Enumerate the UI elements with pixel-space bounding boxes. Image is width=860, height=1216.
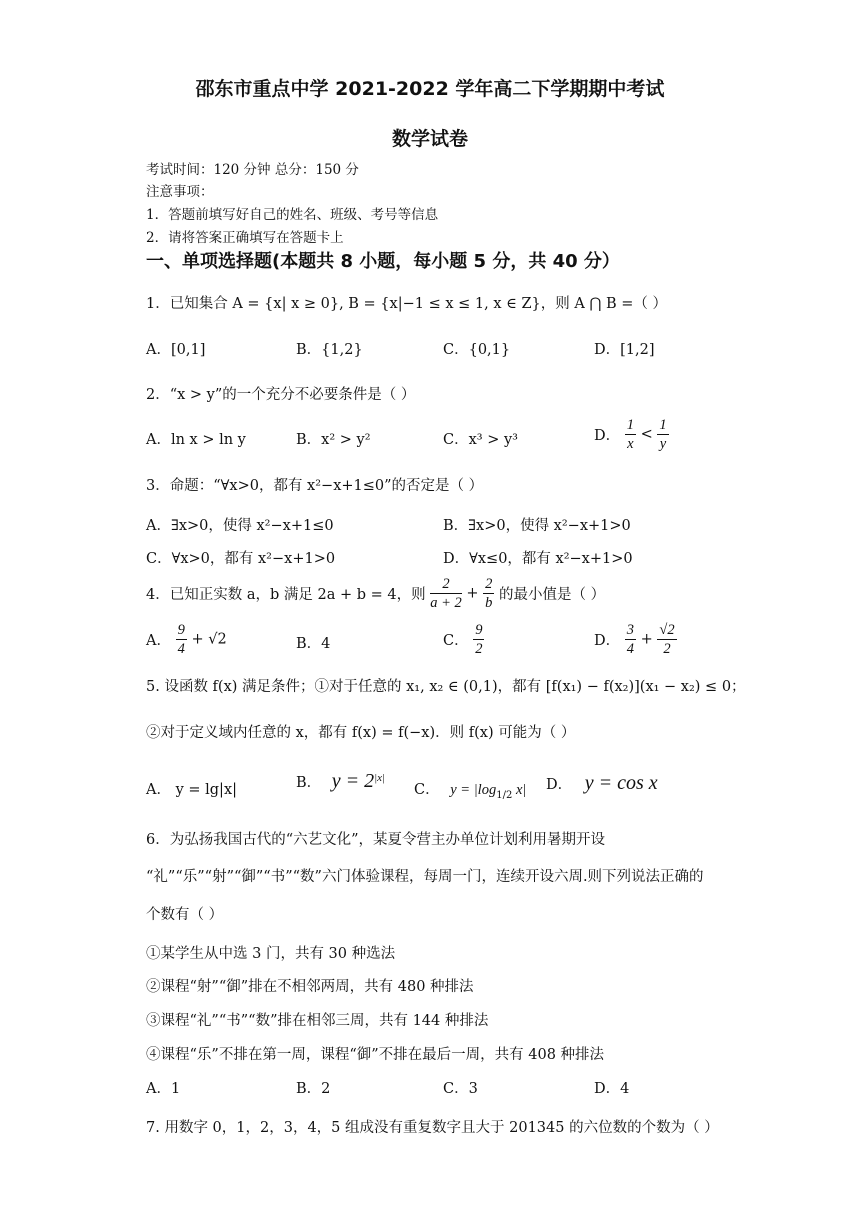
q4-d-numerator-1: 3 xyxy=(626,622,634,638)
notice-item-1: 1．答题前填写好自己的姓名、班级、考号等信息 xyxy=(146,207,439,223)
q2-d-right-denominator: y xyxy=(659,435,667,452)
q4-d-denominator-2: 2 xyxy=(663,640,671,657)
question-1: 1．已知集合 A = {x| x ≥ 0}, B = {x|−1 ≤ x ≤ 1, x ∈ Z}，则 A ⋂ B =（ ） xyxy=(146,296,667,312)
question-3: 3．命题：“∀x>0，都有 x²−x+1≤0”的否定是（ ） xyxy=(146,478,484,494)
q5-b-exponent: |x| xyxy=(374,772,386,785)
q1-option-b: B．{1,2} xyxy=(296,342,363,358)
q4-c-denominator: 2 xyxy=(475,640,483,657)
q4-a-numerator: 9 xyxy=(177,622,185,638)
q4-option-d xyxy=(594,623,677,656)
q4-fraction-2-numerator: 2 xyxy=(485,576,493,592)
question-6-line-3: 个数有（ ） xyxy=(146,907,224,923)
q2-d-right-fraction xyxy=(657,418,668,451)
q4-a-fraction xyxy=(176,623,187,656)
q4-option-d-label: D． xyxy=(594,633,621,649)
notice-item-2: 2．请将答案正确填写在答题卡上 xyxy=(146,230,344,246)
q4-d-plus: + xyxy=(640,631,653,648)
section-heading: 一、单项选择题(本题共 8 小题，每小题 5 分，共 40 分） xyxy=(146,251,620,272)
q3-option-b: B．∃x>0，使得 x²−x+1>0 xyxy=(443,518,631,534)
q4-d-numerator-2: √2 xyxy=(659,622,675,638)
question-5-line-1: 5. 设函数 f(x) 满足条件；①对于任意的 x₁, x₂ ∈ (0,1)，都有 [f(x₁) − f(x₂)](x₁ − x₂) ≤ 0； xyxy=(146,679,746,695)
q4-fraction-2-denominator: b xyxy=(485,594,493,611)
q2-d-left-fraction xyxy=(625,418,636,451)
exam-title: 邵东市重点中学 2021-2022 学年高二下学期期中考试 xyxy=(195,78,665,100)
exam-time-and-score: 考试时间：120 分钟 总分：150 分 xyxy=(146,162,359,178)
q1-option-a: A．[0,1] xyxy=(146,342,206,358)
q5-option-d xyxy=(546,772,658,795)
q6-option-b: B．2 xyxy=(296,1081,331,1097)
q4-d-fraction-1 xyxy=(625,623,636,656)
question-4 xyxy=(146,577,605,610)
q2-d-left-numerator: 1 xyxy=(626,417,634,433)
q4-plus: + xyxy=(466,585,479,602)
q5-option-c xyxy=(414,778,526,801)
question-2: 2．“x > y”的一个充分不必要条件是（ ） xyxy=(146,387,416,403)
q4-c-fraction xyxy=(473,623,484,656)
q4-fraction-1 xyxy=(430,577,462,610)
q4-option-b: B．4 xyxy=(296,636,331,652)
q1-option-d: D．[1,2] xyxy=(594,342,655,358)
q4-text-before: 4．已知正实数 a，b 满足 2a + b = 4，则 xyxy=(146,587,426,603)
q4-option-c-label: C． xyxy=(443,633,469,649)
q3-option-d: D．∀x≤0，都有 x²−x+1>0 xyxy=(443,551,633,567)
q6-statement-4: ④课程“乐”不排在第一周，课程“御”不排在最后一周，共有 408 种排法 xyxy=(146,1047,605,1063)
q5-d-expression: y = cos x xyxy=(584,772,658,794)
question-6-line-2: “礼”“乐”“射”“御”“书”“数”六门体验课程，每周一门，连续开设六周.则下列说法正确的 xyxy=(146,869,704,885)
q2-option-d-label: D． xyxy=(594,428,621,444)
q6-option-a: A．1 xyxy=(146,1081,181,1097)
q5-option-b-label: B． xyxy=(296,775,322,791)
question-5-line-2: ②对于定义域内任意的 x，都有 f(x) = f(−x)．则 f(x) 可能为（ ） xyxy=(146,725,576,741)
q4-option-c xyxy=(443,623,484,656)
q3-option-c: C．∀x>0，都有 x²−x+1>0 xyxy=(146,551,336,567)
q4-option-a-label: A． xyxy=(146,633,171,649)
q6-option-d: D．4 xyxy=(594,1081,630,1097)
q2-option-b: B．x² > y² xyxy=(296,432,371,448)
q5-c-expression: y = |log xyxy=(450,782,497,798)
q6-statement-3: ③课程“礼”“书”“数”排在相邻三周，共有 144 种排法 xyxy=(146,1013,489,1029)
q4-d-denominator-1: 4 xyxy=(626,640,634,657)
q5-option-b xyxy=(296,770,385,793)
q6-statement-2: ②课程“射”“御”排在不相邻两周，共有 480 种排法 xyxy=(146,979,474,995)
q2-d-right-numerator: 1 xyxy=(659,417,667,433)
exam-subtitle: 数学试卷 xyxy=(391,128,468,150)
q4-fraction-1-numerator: 2 xyxy=(430,577,462,594)
q6-option-c: C．3 xyxy=(443,1081,478,1097)
question-6-line-1: 6．为弘扬我国古代的“六艺文化”，某夏令营主办单位计划利用暑期开设 xyxy=(146,832,606,848)
q2-d-operator: < xyxy=(640,426,653,443)
q2-option-d xyxy=(594,418,669,451)
q2-option-a: A．ln x > ln y xyxy=(146,432,246,448)
question-7: 7. 用数字 0，1，2，3，4，5 组成没有重复数字且大于 201345 的六位数的个数为（ ） xyxy=(146,1120,719,1136)
q4-a-tail: + √2 xyxy=(191,631,227,648)
q4-fraction-2 xyxy=(483,577,494,610)
q3-option-a: A．∃x>0，使得 x²−x+1≤0 xyxy=(146,518,334,534)
q5-option-d-label: D． xyxy=(546,777,573,793)
q2-d-left-denominator: x xyxy=(627,435,634,452)
notice-label: 注意事项： xyxy=(146,184,214,200)
q2-option-c: C．x³ > y³ xyxy=(443,432,518,448)
q5-option-c-label: C． xyxy=(414,782,440,798)
q4-fraction-1-denominator: a + 2 xyxy=(430,594,462,611)
q4-option-a xyxy=(146,623,227,656)
q5-c-tail: x| xyxy=(512,782,527,798)
q4-c-numerator: 9 xyxy=(475,622,483,638)
q5-c-subscript: 1/2 xyxy=(496,789,513,801)
q4-a-denominator: 4 xyxy=(177,640,185,657)
q4-d-fraction-2 xyxy=(657,623,676,656)
q6-statement-1: ①某学生从中选 3 门，共有 30 种选法 xyxy=(146,946,396,962)
q5-b-expression: y = 2 xyxy=(331,770,375,792)
q4-text-after: 的最小值是（ ） xyxy=(498,587,606,603)
q5-option-a: A． y = lg|x| xyxy=(146,782,238,798)
q1-option-c: C．{0,1} xyxy=(443,342,511,358)
